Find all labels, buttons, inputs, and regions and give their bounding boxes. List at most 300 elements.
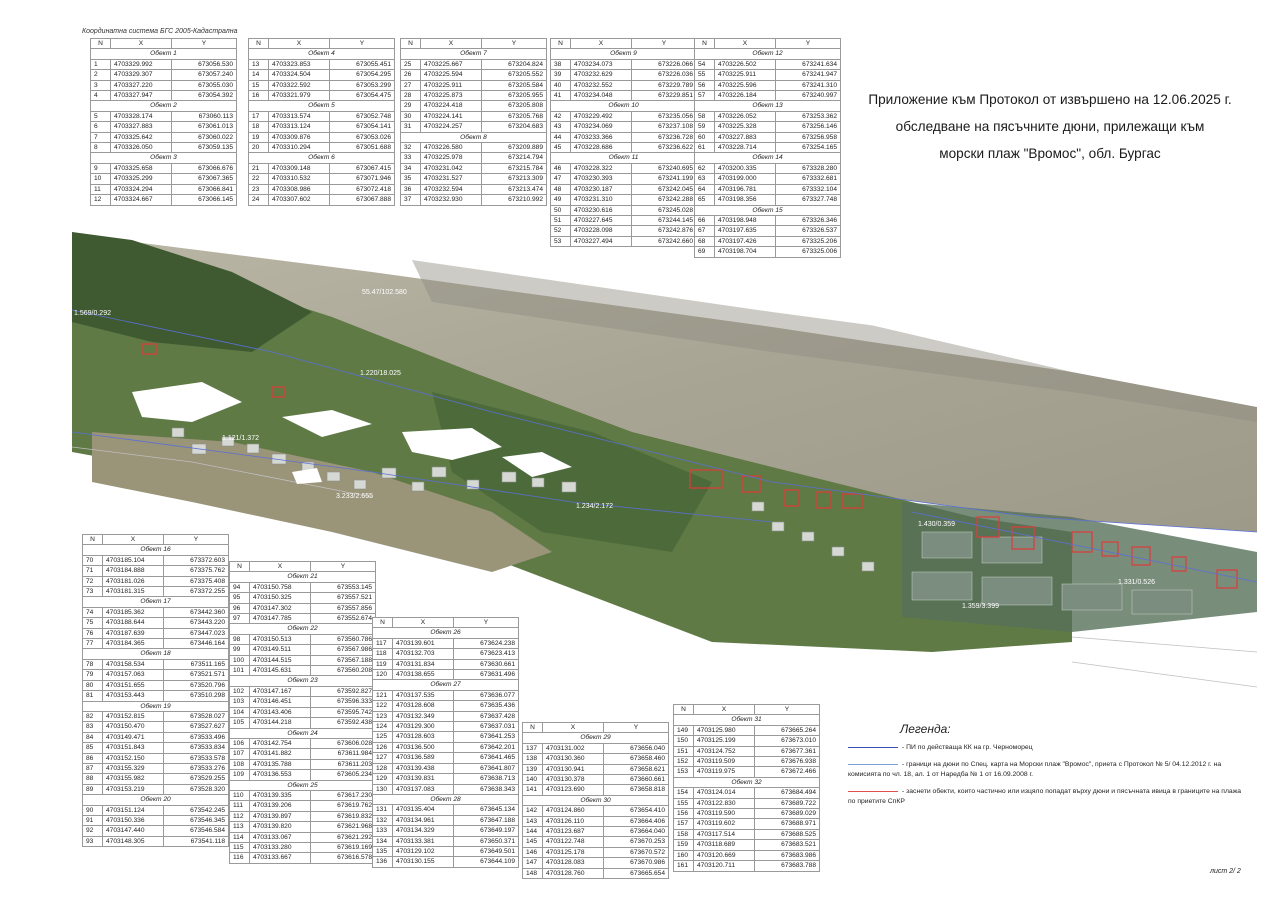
object-heading-row (83, 795, 229, 805)
column-header-n: N (523, 723, 543, 733)
column-header-n: N (83, 535, 103, 545)
cell-x: 4703139.438 (393, 763, 454, 773)
object-heading: Обект 1 (91, 49, 237, 59)
object-heading-row (674, 715, 820, 725)
table-row (249, 91, 395, 101)
cell-y: 673635.436 (454, 701, 519, 711)
map-label: 3.233/2.655 (336, 493, 373, 500)
cell-y: 673619.169 (311, 842, 376, 852)
table-row (695, 236, 841, 246)
table-row (523, 868, 669, 878)
coords-table (694, 38, 841, 258)
object-heading: Обект 28 (373, 794, 519, 804)
table-row (674, 798, 820, 808)
cell-n: 91 (83, 815, 103, 825)
cell-y: 673658.621 (604, 764, 669, 774)
cell-y: 673592.438 (311, 718, 376, 728)
table-row (695, 143, 841, 153)
cell-x: 4703225.596 (715, 80, 776, 90)
cell-x: 4703126.110 (543, 816, 604, 826)
cell-n: 55 (695, 70, 715, 80)
cell-y: 673241.310 (776, 80, 841, 90)
column-header-x: X (543, 723, 604, 733)
cell-x: 4703313.124 (269, 122, 330, 132)
cell-y: 673241.199 (632, 174, 697, 184)
cell-n: 130 (373, 784, 393, 794)
cell-x: 4703226.184 (715, 91, 776, 101)
cell-y: 673529.255 (164, 774, 229, 784)
cell-x: 4703155.982 (103, 774, 164, 784)
cell-n: 112 (230, 811, 250, 821)
cell-y: 673205.768 (482, 111, 547, 121)
table-row (230, 801, 376, 811)
table-row (695, 122, 841, 132)
table-header-row (523, 723, 669, 733)
cell-x: 4703232.629 (571, 70, 632, 80)
cell-x: 4703147.167 (250, 686, 311, 696)
cell-x: 4703139.206 (250, 801, 311, 811)
table-row (91, 122, 237, 132)
cell-x: 4703128.603 (393, 732, 454, 742)
table-row (230, 593, 376, 603)
table-row (551, 143, 697, 153)
cell-n: 22 (249, 174, 269, 184)
cell-n: 67 (695, 226, 715, 236)
column-header-n: N (674, 705, 694, 715)
cell-x: 4703329.992 (111, 59, 172, 69)
column-header-y: Y (755, 705, 820, 715)
cell-x: 4703225.911 (715, 70, 776, 80)
cell-n: 50 (551, 205, 571, 215)
cell-y: 673060.113 (172, 111, 237, 121)
cell-n: 126 (373, 742, 393, 752)
cell-x: 4703231.310 (571, 195, 632, 205)
cell-x: 4703225.911 (421, 80, 482, 90)
object-heading: Обект 21 (230, 572, 376, 582)
table-row (674, 861, 820, 871)
table-row (674, 746, 820, 756)
cell-y: 673658.460 (604, 754, 669, 764)
table-row (230, 811, 376, 821)
cell-n: 72 (83, 576, 103, 586)
cell-x: 4703139.831 (393, 774, 454, 784)
cell-y: 673546.345 (164, 815, 229, 825)
table-row (230, 842, 376, 852)
cell-y: 673325.006 (776, 247, 841, 257)
table-row (230, 666, 376, 676)
cell-n: 30 (401, 111, 421, 121)
cell-x: 4703321.979 (269, 91, 330, 101)
table-row (249, 184, 395, 194)
cell-n: 155 (674, 798, 694, 808)
column-header-x: X (250, 562, 311, 572)
cell-y: 673688.971 (755, 819, 820, 829)
cell-n: 76 (83, 628, 103, 638)
cell-n: 111 (230, 801, 250, 811)
table-header-row (83, 535, 229, 545)
table-row (523, 764, 669, 774)
cell-y: 673676.938 (755, 757, 820, 767)
object-heading-row (695, 205, 841, 215)
cell-x: 4703231.527 (421, 174, 482, 184)
cell-n: 66 (695, 215, 715, 225)
table-row (674, 840, 820, 850)
cell-x: 4703197.635 (715, 226, 776, 236)
cell-x: 4703200.335 (715, 163, 776, 173)
cell-n: 27 (401, 80, 421, 90)
cell-n: 48 (551, 184, 571, 194)
table-row (83, 826, 229, 836)
cell-x: 4703130.360 (543, 754, 604, 764)
object-heading-row (523, 733, 669, 743)
cell-y: 673650.371 (454, 836, 519, 846)
table-row (523, 806, 669, 816)
table-row (551, 132, 697, 142)
column-header-n: N (401, 39, 421, 49)
cell-y: 673214.794 (482, 153, 547, 163)
cell-x: 4703226.580 (421, 143, 482, 153)
table-row (373, 836, 519, 846)
table-row (230, 686, 376, 696)
object-heading: Обект 31 (674, 715, 820, 725)
cell-x: 4703324.667 (111, 195, 172, 205)
cell-y: 673528.027 (164, 711, 229, 721)
cell-y: 673670.986 (604, 858, 669, 868)
cell-n: 13 (249, 59, 269, 69)
cell-n: 12 (91, 195, 111, 205)
table-row (551, 111, 697, 121)
object-heading-row (249, 101, 395, 111)
cell-n: 28 (401, 91, 421, 101)
object-heading: Обект 12 (695, 49, 841, 59)
cell-x: 4703327.947 (111, 91, 172, 101)
cell-n: 32 (401, 143, 421, 153)
cell-n: 42 (551, 111, 571, 121)
cell-x: 4703142.754 (250, 738, 311, 748)
column-header-x: X (103, 535, 164, 545)
cell-x: 4703234.069 (571, 122, 632, 132)
cell-y: 673670.253 (604, 837, 669, 847)
cell-y: 673242.288 (632, 195, 697, 205)
object-heading: Обект 11 (551, 153, 697, 163)
cell-y: 673511.165 (164, 659, 229, 669)
cell-n: 109 (230, 770, 250, 780)
table-row (83, 691, 229, 701)
cell-x: 4703228.098 (571, 226, 632, 236)
cell-x: 4703128.760 (543, 868, 604, 878)
object-heading-row (674, 777, 820, 787)
cell-y: 673204.824 (482, 59, 547, 69)
cell-y: 673658.818 (604, 785, 669, 795)
cell-y: 673611.984 (311, 749, 376, 759)
cell-x: 4703313.574 (269, 111, 330, 121)
cell-y: 673552.674 (311, 614, 376, 624)
cell-x: 4703125.980 (694, 725, 755, 735)
table-row (695, 226, 841, 236)
object-heading-row (373, 680, 519, 690)
table-header-row (373, 618, 519, 628)
cell-y: 673226.066 (632, 59, 697, 69)
table-row (83, 659, 229, 669)
table-row (91, 174, 237, 184)
cell-n: 58 (695, 111, 715, 121)
cell-n: 40 (551, 80, 571, 90)
cell-n: 71 (83, 566, 103, 576)
column-header-y: Y (164, 535, 229, 545)
legend-item (848, 760, 1248, 780)
cell-y: 673205.584 (482, 80, 547, 90)
cell-y: 673520.796 (164, 680, 229, 690)
cell-n: 143 (523, 816, 543, 826)
cell-n: 59 (695, 122, 715, 132)
cell-x: 4703150.470 (103, 722, 164, 732)
table-row (674, 850, 820, 860)
cell-n: 51 (551, 215, 571, 225)
table-row (230, 853, 376, 863)
cell-x: 4703122.748 (543, 837, 604, 847)
cell-x: 4703130.378 (543, 775, 604, 785)
cell-n: 7 (91, 132, 111, 142)
object-heading-row (91, 49, 237, 59)
cell-x: 4703139.820 (250, 822, 311, 832)
cell-y: 673059.135 (172, 143, 237, 153)
object-heading-row (373, 794, 519, 804)
cell-x: 4703188.644 (103, 618, 164, 628)
cell-y: 673672.466 (755, 767, 820, 777)
cell-y: 673638.713 (454, 774, 519, 784)
column-header-n: N (91, 39, 111, 49)
table-row (83, 815, 229, 825)
cell-y: 673684.494 (755, 788, 820, 798)
table-row (551, 195, 697, 205)
table-row (401, 80, 547, 90)
cell-x: 4703134.329 (393, 826, 454, 836)
column-header-n: N (551, 39, 571, 49)
cell-x: 4703133.381 (393, 836, 454, 846)
cell-x: 4703226.502 (715, 59, 776, 69)
cell-x: 4703234.048 (571, 91, 632, 101)
cell-y: 673067.415 (330, 163, 395, 173)
cell-y: 673528.320 (164, 784, 229, 794)
cell-x: 4703229.492 (571, 111, 632, 121)
cell-x: 4703128.083 (543, 858, 604, 868)
cell-n: 101 (230, 666, 250, 676)
cell-n: 9 (91, 163, 111, 173)
cell-y: 673066.145 (172, 195, 237, 205)
cell-n: 158 (674, 829, 694, 839)
object-heading-row (551, 101, 697, 111)
object-heading-row (373, 628, 519, 638)
cell-x: 4703307.602 (269, 195, 330, 205)
table-row (674, 788, 820, 798)
cell-y: 673660.661 (604, 775, 669, 785)
cell-y: 673642.201 (454, 742, 519, 752)
table-row (230, 759, 376, 769)
map-label: 1.232/1.001 (1182, 623, 1219, 630)
table-row (373, 690, 519, 700)
cell-n: 124 (373, 722, 393, 732)
table-row (249, 70, 395, 80)
table-row (249, 174, 395, 184)
cell-y: 673541.118 (164, 836, 229, 846)
cell-n: 156 (674, 809, 694, 819)
object-heading: Обект 23 (230, 676, 376, 686)
cell-n: 56 (695, 80, 715, 90)
cell-y: 673375.408 (164, 576, 229, 586)
cell-y: 673447.023 (164, 628, 229, 638)
cell-n: 142 (523, 806, 543, 816)
legend-line-red (848, 791, 898, 792)
cell-y: 673637.428 (454, 711, 519, 721)
table-row (83, 566, 229, 576)
cell-x: 4703139.897 (250, 811, 311, 821)
cell-n: 154 (674, 788, 694, 798)
cell-n: 1 (91, 59, 111, 69)
cell-x: 4703124.860 (543, 806, 604, 816)
object-heading: Обект 32 (674, 777, 820, 787)
table-row (523, 837, 669, 847)
cell-n: 132 (373, 815, 393, 825)
map-label: 1.121/1.372 (222, 435, 259, 442)
cell-y: 673683.986 (755, 850, 820, 860)
table-row (523, 858, 669, 868)
cell-y: 673240.695 (632, 163, 697, 173)
table-row (551, 226, 697, 236)
cell-x: 4703231.042 (421, 163, 482, 173)
cell-n: 35 (401, 174, 421, 184)
table-row (373, 846, 519, 856)
object-heading: Обект 29 (523, 733, 669, 743)
cell-y: 673054.392 (172, 91, 237, 101)
cell-x: 4703227.883 (715, 132, 776, 142)
legend-line-lightblue (848, 764, 898, 765)
cell-y: 673557.521 (311, 593, 376, 603)
column-header-x: X (715, 39, 776, 49)
table-row (83, 628, 229, 638)
cell-y: 673656.040 (604, 743, 669, 753)
cell-x: 4703153.443 (103, 691, 164, 701)
table-row (373, 763, 519, 773)
cell-x: 4703141.882 (250, 749, 311, 759)
cell-x: 4703197.426 (715, 236, 776, 246)
cell-n: 31 (401, 122, 421, 132)
table-row (230, 822, 376, 832)
cell-x: 4703130.155 (393, 857, 454, 867)
cell-x: 4703135.788 (250, 759, 311, 769)
cell-x: 4703185.362 (103, 607, 164, 617)
coords-table (90, 38, 237, 206)
cell-y: 673375.762 (164, 566, 229, 576)
cell-n: 44 (551, 132, 571, 142)
table-row (695, 80, 841, 90)
table-row (83, 763, 229, 773)
cell-x: 4703225.978 (421, 153, 482, 163)
cell-n: 146 (523, 847, 543, 857)
object-heading-row (83, 545, 229, 555)
cell-y: 673053.299 (330, 80, 395, 90)
cell-x: 4703225.873 (421, 91, 482, 101)
cell-y: 673521.571 (164, 670, 229, 680)
table-row (83, 711, 229, 721)
cell-y: 673236.728 (632, 132, 697, 142)
table-header-row (551, 39, 697, 49)
cell-x: 4703232.552 (571, 80, 632, 90)
cell-n: 151 (674, 746, 694, 756)
table-row (249, 195, 395, 205)
cell-y: 673647.188 (454, 815, 519, 825)
cell-y: 673641.253 (454, 732, 519, 742)
cell-x: 4703226.052 (715, 111, 776, 121)
object-heading: Обект 2 (91, 101, 237, 111)
map-label: 1.220/18.025 (360, 370, 401, 377)
object-heading-row (401, 49, 547, 59)
cell-y: 673592.827 (311, 686, 376, 696)
object-heading-row (83, 597, 229, 607)
cell-y: 673560.208 (311, 666, 376, 676)
cell-n: 92 (83, 826, 103, 836)
cell-n: 8 (91, 143, 111, 153)
cell-n: 94 (230, 582, 250, 592)
object-heading: Обект 24 (230, 728, 376, 738)
table-row (230, 770, 376, 780)
cell-n: 79 (83, 670, 103, 680)
cell-x: 4703185.104 (103, 555, 164, 565)
cell-n: 37 (401, 195, 421, 205)
cell-x: 4703119.975 (694, 767, 755, 777)
cell-n: 39 (551, 70, 571, 80)
cell-n: 148 (523, 868, 543, 878)
cell-n: 57 (695, 91, 715, 101)
table-row (91, 132, 237, 142)
cell-x: 4703308.986 (269, 184, 330, 194)
cell-n: 161 (674, 861, 694, 871)
table-row (83, 743, 229, 753)
cell-n: 38 (551, 59, 571, 69)
cell-y: 673443.220 (164, 618, 229, 628)
table-row (230, 582, 376, 592)
title-line: морски плаж "Вромос", обл. Бургас (939, 146, 1161, 161)
cell-n: 113 (230, 822, 250, 832)
table-row (551, 236, 697, 246)
table-row (83, 805, 229, 815)
cell-y: 673527.627 (164, 722, 229, 732)
cell-y: 673052.748 (330, 111, 395, 121)
legend-item (848, 787, 1248, 807)
cell-y: 673673.010 (755, 736, 820, 746)
table-row (695, 132, 841, 142)
column-header-x: X (111, 39, 172, 49)
table-row (401, 174, 547, 184)
document-title (830, 86, 1270, 167)
cell-n: 26 (401, 70, 421, 80)
table-row (373, 711, 519, 721)
cell-n: 84 (83, 732, 103, 742)
cell-n: 49 (551, 195, 571, 205)
cell-y: 673637.031 (454, 722, 519, 732)
cell-x: 4703225.594 (421, 70, 482, 80)
cell-y: 673611.203 (311, 759, 376, 769)
cell-y: 673204.683 (482, 122, 547, 132)
object-heading: Обект 14 (695, 153, 841, 163)
cell-y: 673051.688 (330, 143, 395, 153)
cell-x: 4703224.141 (421, 111, 482, 121)
table-row (230, 832, 376, 842)
table-header-row (249, 39, 395, 49)
cell-y: 673213.309 (482, 174, 547, 184)
object-heading-row (523, 795, 669, 805)
cell-n: 145 (523, 837, 543, 847)
table-row (91, 143, 237, 153)
